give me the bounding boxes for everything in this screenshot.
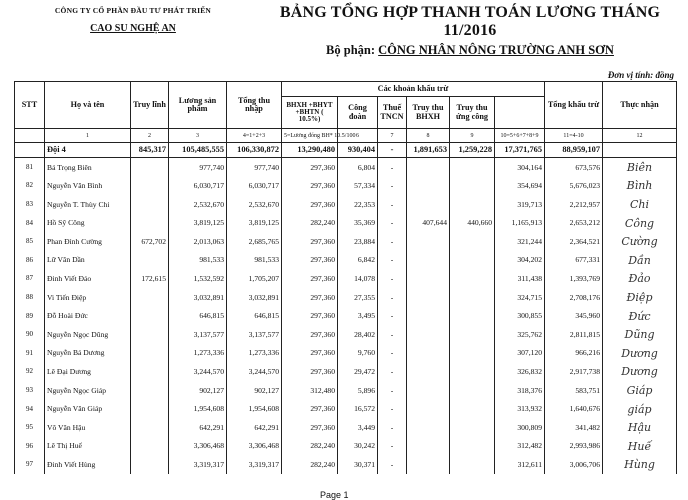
row-name: Lê Đại Dương — [45, 363, 131, 382]
header-cong-doan: Công đoàn — [338, 97, 378, 129]
row-stt: 84 — [15, 214, 45, 233]
row-signature: Hậu — [603, 418, 677, 437]
row-tong-thu-nhap: 2,532,670 — [227, 195, 282, 214]
row-thue: - — [378, 177, 407, 196]
table-row — [15, 288, 677, 307]
row-truy-linh — [131, 325, 169, 344]
row-thuc-nhan: 677,331 — [545, 251, 603, 270]
row-truy-linh — [131, 307, 169, 326]
table-row — [15, 195, 677, 214]
row-thuc-nhan: 2,212,957 — [545, 195, 603, 214]
row-stt: 97 — [15, 456, 45, 475]
row-signature: giáp — [603, 400, 677, 419]
company-header — [18, 6, 248, 34]
row-truy-thu-ung — [450, 363, 495, 382]
row-cong-doan: 30,242 — [338, 437, 378, 456]
row-tong-khau-tru: 354,694 — [495, 177, 545, 196]
group-truy-linh: 845,317 — [131, 143, 169, 158]
row-tong-khau-tru: 300,809 — [495, 418, 545, 437]
index-cell: 11=4-10 — [545, 129, 603, 143]
row-bhxh: 297,360 — [282, 363, 338, 382]
table-row — [15, 251, 677, 270]
row-thuc-nhan: 673,576 — [545, 158, 603, 177]
row-cong-doan: 16,572 — [338, 400, 378, 419]
row-tong-khau-tru: 311,438 — [495, 270, 545, 289]
row-bhxh: 297,360 — [282, 418, 338, 437]
row-signature: Bình — [603, 177, 677, 196]
department-name: CÔNG NHÂN NÔNG TRƯỜNG ANH SƠN — [378, 43, 614, 57]
row-signature: Cường — [603, 232, 677, 251]
row-stt: 95 — [15, 418, 45, 437]
row-tong-thu-nhap: 1,954,608 — [227, 400, 282, 419]
row-thue: - — [378, 344, 407, 363]
row-truy-linh — [131, 177, 169, 196]
row-truy-thu-bhxh — [407, 400, 450, 419]
row-signature: Huế — [603, 437, 677, 456]
row-name: Nguyễn Ngọc Dũng — [45, 325, 131, 344]
row-truy-linh — [131, 158, 169, 177]
group-tong-khau-tru: 17,371,765 — [495, 143, 545, 158]
row-bhxh: 297,360 — [282, 325, 338, 344]
row-bhxh: 297,360 — [282, 288, 338, 307]
row-signature: Đức — [603, 307, 677, 326]
row-thue: - — [378, 270, 407, 289]
table-row — [15, 270, 677, 289]
row-cong-doan: 27,355 — [338, 288, 378, 307]
row-truy-thu-ung — [450, 195, 495, 214]
table-row — [15, 344, 677, 363]
header-truy-linh: Truy lĩnh — [131, 82, 169, 129]
row-thue: - — [378, 214, 407, 233]
row-signature: Hùng — [603, 456, 677, 475]
page-number: Page 1 — [320, 490, 349, 500]
row-cong-doan: 5,896 — [338, 381, 378, 400]
row-truy-thu-ung — [450, 232, 495, 251]
header-truy-thu-bhxh: Truy thu BHXH — [407, 97, 450, 129]
row-tong-khau-tru: 313,932 — [495, 400, 545, 419]
row-stt: 81 — [15, 158, 45, 177]
row-thuc-nhan: 341,482 — [545, 418, 603, 437]
row-name: Đỗ Hoài Đức — [45, 307, 131, 326]
row-cong-doan: 22,353 — [338, 195, 378, 214]
index-cell: 2 — [131, 129, 169, 143]
row-thuc-nhan: 2,993,986 — [545, 437, 603, 456]
row-truy-linh — [131, 195, 169, 214]
row-bhxh: 297,360 — [282, 307, 338, 326]
row-thue: - — [378, 437, 407, 456]
index-cell: 12 — [603, 129, 677, 143]
row-thue: - — [378, 381, 407, 400]
row-luong-sp: 2,013,063 — [169, 232, 227, 251]
row-tong-khau-tru: 304,164 — [495, 158, 545, 177]
header-bhxh: BHXH +BHYT +BHTN ( 10.5%) — [282, 97, 338, 129]
row-tong-thu-nhap: 1,705,207 — [227, 270, 282, 289]
row-luong-sp: 646,815 — [169, 307, 227, 326]
row-thuc-nhan: 2,811,815 — [545, 325, 603, 344]
row-bhxh: 282,240 — [282, 437, 338, 456]
row-name: Nguyễn Văn Bình — [45, 177, 131, 196]
document-title-block — [255, 4, 685, 58]
row-bhxh: 297,360 — [282, 251, 338, 270]
row-tong-khau-tru: 324,715 — [495, 288, 545, 307]
row-thuc-nhan: 966,216 — [545, 344, 603, 363]
row-cong-doan: 3,449 — [338, 418, 378, 437]
row-tong-thu-nhap: 3,137,577 — [227, 325, 282, 344]
row-stt: 87 — [15, 270, 45, 289]
group-thuc-nhan: 88,959,107 — [545, 143, 603, 158]
row-thue: - — [378, 363, 407, 382]
row-tong-khau-tru: 318,376 — [495, 381, 545, 400]
row-luong-sp: 1,273,336 — [169, 344, 227, 363]
header-tong-thu-nhap: Tổng thu nhập — [227, 82, 282, 129]
group-truy-thu-ung: 1,259,228 — [450, 143, 495, 158]
index-cell: 7 — [378, 129, 407, 143]
row-bhxh: 312,480 — [282, 381, 338, 400]
row-cong-doan: 29,472 — [338, 363, 378, 382]
currency-unit: Đơn vị tính: đồng — [607, 70, 674, 80]
row-luong-sp: 2,532,670 — [169, 195, 227, 214]
row-truy-linh — [131, 344, 169, 363]
row-truy-thu-bhxh — [407, 363, 450, 382]
row-name: Võ Văn Hậu — [45, 418, 131, 437]
row-truy-thu-ung — [450, 177, 495, 196]
row-truy-thu-bhxh — [407, 325, 450, 344]
row-truy-thu-ung — [450, 158, 495, 177]
row-tong-khau-tru: 300,855 — [495, 307, 545, 326]
index-row — [15, 129, 677, 143]
header-thue-tncn: Thuế TNCN — [378, 97, 407, 129]
row-thue: - — [378, 456, 407, 475]
table-row — [15, 325, 677, 344]
row-name: Hồ Sỹ Công — [45, 214, 131, 233]
row-signature: Dương — [603, 363, 677, 382]
row-cong-doan: 3,495 — [338, 307, 378, 326]
row-tong-thu-nhap: 902,127 — [227, 381, 282, 400]
row-truy-thu-ung — [450, 344, 495, 363]
row-cong-doan: 9,760 — [338, 344, 378, 363]
header-truy-thu-ung-cong: Truy thu ứng công — [450, 97, 495, 129]
row-bhxh: 282,240 — [282, 456, 338, 475]
group-luong-sp: 105,485,555 — [169, 143, 227, 158]
header-thuc-nhan: Thực nhận — [603, 82, 677, 129]
header-luong-san-pham: Lương sản phẩm — [169, 82, 227, 129]
row-thuc-nhan: 345,960 — [545, 307, 603, 326]
row-stt: 93 — [15, 381, 45, 400]
row-cong-doan: 23,884 — [338, 232, 378, 251]
row-truy-thu-ung — [450, 307, 495, 326]
row-truy-linh: 672,702 — [131, 232, 169, 251]
row-thuc-nhan: 3,006,706 — [545, 456, 603, 475]
header-name: Họ và tên — [45, 82, 131, 129]
row-stt: 82 — [15, 177, 45, 196]
row-thuc-nhan: 2,708,176 — [545, 288, 603, 307]
row-bhxh: 297,360 — [282, 195, 338, 214]
group-name: Đội 4 — [45, 143, 131, 158]
group-thue: - — [378, 143, 407, 158]
table-row — [15, 418, 677, 437]
table-row — [15, 456, 677, 475]
row-luong-sp: 3,244,570 — [169, 363, 227, 382]
row-truy-thu-bhxh — [407, 381, 450, 400]
row-tong-thu-nhap: 642,291 — [227, 418, 282, 437]
row-truy-linh: 172,615 — [131, 270, 169, 289]
row-signature: Biên — [603, 158, 677, 177]
row-tong-khau-tru: 319,713 — [495, 195, 545, 214]
row-truy-thu-ung — [450, 288, 495, 307]
row-truy-thu-bhxh — [407, 251, 450, 270]
row-cong-doan: 14,078 — [338, 270, 378, 289]
index-cell: 5=Lương đóng BH* 10.5/100 — [282, 129, 338, 143]
row-stt: 88 — [15, 288, 45, 307]
row-truy-thu-bhxh — [407, 456, 450, 475]
row-bhxh: 297,360 — [282, 344, 338, 363]
row-name: Nguyễn Bá Dương — [45, 344, 131, 363]
row-signature: Đảo — [603, 270, 677, 289]
table-row — [15, 400, 677, 419]
header-cac-khoan-khau-tru: Các khoản khấu trừ — [282, 82, 545, 97]
index-cell: 4=1+2+3 — [227, 129, 282, 143]
row-signature: Dũng — [603, 325, 677, 344]
header-stt: STT — [15, 82, 45, 129]
row-truy-linh — [131, 363, 169, 382]
row-luong-sp: 1,532,592 — [169, 270, 227, 289]
row-stt: 94 — [15, 400, 45, 419]
row-tong-thu-nhap: 977,740 — [227, 158, 282, 177]
company-name: CÔNG TY CỔ PHẦN ĐẦU TƯ PHÁT TRIỂN — [54, 6, 212, 15]
row-truy-thu-ung — [450, 251, 495, 270]
row-tong-thu-nhap: 3,306,468 — [227, 437, 282, 456]
row-truy-linh — [131, 437, 169, 456]
row-truy-thu-bhxh — [407, 307, 450, 326]
row-luong-sp: 981,533 — [169, 251, 227, 270]
row-truy-thu-ung — [450, 400, 495, 419]
document-title: BẢNG TỔNG HỢP THANH TOÁN LƯƠNG THÁNG 11/2016 — [279, 4, 661, 39]
row-name: Nguyễn Ngọc Giáp — [45, 381, 131, 400]
index-cell: 1 — [45, 129, 131, 143]
row-signature: Công — [603, 214, 677, 233]
row-truy-thu-bhxh: 407,644 — [407, 214, 450, 233]
row-tong-khau-tru: 312,611 — [495, 456, 545, 475]
row-truy-thu-bhxh — [407, 158, 450, 177]
row-stt: 92 — [15, 363, 45, 382]
header-tong-khau-tru: Tổng khấu trừ — [545, 82, 603, 129]
row-bhxh: 282,240 — [282, 214, 338, 233]
row-luong-sp: 902,127 — [169, 381, 227, 400]
row-luong-sp: 1,954,608 — [169, 400, 227, 419]
row-truy-linh — [131, 400, 169, 419]
table-row — [15, 437, 677, 456]
row-signature: Dần — [603, 251, 677, 270]
row-signature: Chi — [603, 195, 677, 214]
row-luong-sp: 3,319,317 — [169, 456, 227, 475]
row-truy-linh — [131, 214, 169, 233]
row-bhxh: 297,360 — [282, 177, 338, 196]
row-stt: 90 — [15, 325, 45, 344]
row-bhxh: 297,360 — [282, 400, 338, 419]
row-cong-doan: 6,804 — [338, 158, 378, 177]
row-luong-sp: 3,032,891 — [169, 288, 227, 307]
row-bhxh: 297,360 — [282, 232, 338, 251]
row-thue: - — [378, 232, 407, 251]
row-luong-sp: 3,137,577 — [169, 325, 227, 344]
row-truy-thu-ung — [450, 418, 495, 437]
row-truy-thu-ung — [450, 437, 495, 456]
row-tong-thu-nhap: 3,319,317 — [227, 456, 282, 475]
row-tong-thu-nhap: 3,032,891 — [227, 288, 282, 307]
row-bhxh: 297,360 — [282, 158, 338, 177]
row-tong-thu-nhap: 1,273,336 — [227, 344, 282, 363]
row-truy-thu-bhxh — [407, 177, 450, 196]
row-thue: - — [378, 251, 407, 270]
row-signature: Điệp — [603, 288, 677, 307]
table-row — [15, 177, 677, 196]
row-tong-thu-nhap: 6,030,717 — [227, 177, 282, 196]
row-cong-doan: 28,402 — [338, 325, 378, 344]
row-name: Đinh Viết Đảo — [45, 270, 131, 289]
row-truy-thu-ung — [450, 325, 495, 344]
row-luong-sp: 977,740 — [169, 158, 227, 177]
row-tong-khau-tru: 312,482 — [495, 437, 545, 456]
table-row — [15, 158, 677, 177]
row-truy-thu-ung — [450, 456, 495, 475]
payroll-table — [14, 81, 677, 474]
index-cell: 6 — [338, 129, 378, 143]
row-tong-khau-tru: 307,120 — [495, 344, 545, 363]
row-thuc-nhan: 583,751 — [545, 381, 603, 400]
row-tong-thu-nhap: 2,685,765 — [227, 232, 282, 251]
row-truy-thu-ung — [450, 381, 495, 400]
row-cong-doan: 6,842 — [338, 251, 378, 270]
row-truy-linh — [131, 288, 169, 307]
payroll-body — [15, 129, 677, 475]
company-unit: CAO SU NGHỆ AN — [90, 23, 176, 34]
row-thue: - — [378, 288, 407, 307]
row-truy-thu-bhxh — [407, 418, 450, 437]
index-cell: 3 — [169, 129, 227, 143]
row-luong-sp: 3,819,125 — [169, 214, 227, 233]
row-stt: 91 — [15, 344, 45, 363]
row-thuc-nhan: 1,640,676 — [545, 400, 603, 419]
row-tong-thu-nhap: 981,533 — [227, 251, 282, 270]
row-thue: - — [378, 418, 407, 437]
row-truy-thu-bhxh — [407, 344, 450, 363]
row-truy-thu-bhxh — [407, 232, 450, 251]
row-tong-khau-tru: 1,165,913 — [495, 214, 545, 233]
row-name: Đinh Viết Hùng — [45, 456, 131, 475]
row-stt: 86 — [15, 251, 45, 270]
row-truy-thu-bhxh — [407, 270, 450, 289]
table-row — [15, 363, 677, 382]
row-thuc-nhan: 1,393,769 — [545, 270, 603, 289]
row-cong-doan: 30,371 — [338, 456, 378, 475]
table-row — [15, 214, 677, 233]
row-tong-khau-tru: 304,202 — [495, 251, 545, 270]
row-luong-sp: 642,291 — [169, 418, 227, 437]
row-tong-thu-nhap: 3,819,125 — [227, 214, 282, 233]
row-name: Phan Đình Cường — [45, 232, 131, 251]
row-bhxh: 297,360 — [282, 270, 338, 289]
row-thue: - — [378, 307, 407, 326]
row-tong-khau-tru: 326,832 — [495, 363, 545, 382]
row-name: Nguyễn T. Thùy Chi — [45, 195, 131, 214]
department-line — [255, 43, 685, 58]
table-row — [15, 307, 677, 326]
group-tong-thu-nhap: 106,330,872 — [227, 143, 282, 158]
index-cell-blank — [15, 129, 45, 143]
row-signature: Dương — [603, 344, 677, 363]
row-thue: - — [378, 158, 407, 177]
row-truy-thu-ung — [450, 270, 495, 289]
table-row — [15, 381, 677, 400]
row-truy-thu-ung: 440,660 — [450, 214, 495, 233]
row-tong-thu-nhap: 3,244,570 — [227, 363, 282, 382]
row-truy-linh — [131, 251, 169, 270]
index-cell: 10=5+6+7+8+9 — [495, 129, 545, 143]
row-stt: 83 — [15, 195, 45, 214]
row-luong-sp: 3,306,468 — [169, 437, 227, 456]
row-thuc-nhan: 2,364,521 — [545, 232, 603, 251]
row-thuc-nhan: 2,917,738 — [545, 363, 603, 382]
row-tong-khau-tru: 321,244 — [495, 232, 545, 251]
group-cong-doan: 930,404 — [338, 143, 378, 158]
row-stt: 89 — [15, 307, 45, 326]
table-row — [15, 232, 677, 251]
row-truy-linh — [131, 381, 169, 400]
index-cell: 8 — [407, 129, 450, 143]
row-name: Vi Tiến Điệp — [45, 288, 131, 307]
row-thue: - — [378, 325, 407, 344]
group-truy-thu-bhxh: 1,891,653 — [407, 143, 450, 158]
department-label: Bộ phận: — [326, 43, 376, 57]
row-tong-thu-nhap: 646,815 — [227, 307, 282, 326]
row-thuc-nhan: 5,676,023 — [545, 177, 603, 196]
row-name: Bá Trọng Biên — [45, 158, 131, 177]
row-thuc-nhan: 2,653,212 — [545, 214, 603, 233]
row-thue: - — [378, 195, 407, 214]
row-thue: - — [378, 400, 407, 419]
row-stt: 96 — [15, 437, 45, 456]
row-truy-thu-bhxh — [407, 288, 450, 307]
row-stt: 85 — [15, 232, 45, 251]
row-truy-thu-bhxh — [407, 437, 450, 456]
row-name: Lữ Văn Dần — [45, 251, 131, 270]
row-truy-thu-bhxh — [407, 195, 450, 214]
group-row — [15, 143, 677, 158]
row-truy-linh — [131, 456, 169, 475]
row-cong-doan: 35,369 — [338, 214, 378, 233]
row-name: Nguyễn Văn Giáp — [45, 400, 131, 419]
row-luong-sp: 6,030,717 — [169, 177, 227, 196]
row-truy-linh — [131, 418, 169, 437]
row-name: Lê Thị Huế — [45, 437, 131, 456]
row-signature: Giáp — [603, 381, 677, 400]
group-bhxh: 13,290,480 — [282, 143, 338, 158]
row-tong-khau-tru: 325,762 — [495, 325, 545, 344]
index-cell: 9 — [450, 129, 495, 143]
row-cong-doan: 57,334 — [338, 177, 378, 196]
